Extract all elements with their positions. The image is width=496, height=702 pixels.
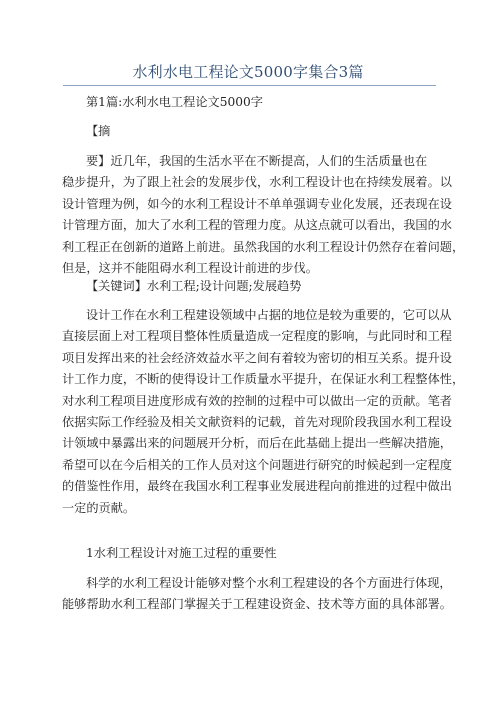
chapter-heading-block xyxy=(62,92,442,113)
abstract-line: 但是，这并不能阻碍水利工程设计前进的步伐。 xyxy=(62,260,318,275)
section-heading-block xyxy=(62,543,442,564)
body-line: 的借鉴性作用，最终在我国水利工程事业发展进程向前推进的过程中做出 xyxy=(62,479,452,494)
document-title: 水利水电工程论文5000字集合3篇 xyxy=(132,63,364,81)
body-line: 依据实际工作经验及相关文献资料的记载，首先对现阶段我国水利工程设 xyxy=(62,414,452,429)
chapter-heading: 第1篇:水利水电工程论文5000字 xyxy=(86,95,263,109)
abstract-line: 计管理方面，加大了水利工程的管理力度。从这点就可以看出，我国的水 xyxy=(62,218,452,233)
abstract-paragraph xyxy=(62,151,465,279)
body-line: 计工作力度，不断的使得设计工作质量水平提升，在保证水利工程整体性， xyxy=(62,372,465,387)
section-paragraph xyxy=(62,573,452,616)
body-line: 设计工作在水利工程建设领域中占据的地位是较为重要的，它可以从 xyxy=(86,308,452,322)
body-line: 一定的贡献。 xyxy=(62,500,136,515)
keywords-line: 【关键词】水利工程;设计问题;发展趋势 xyxy=(86,279,302,293)
abstract-line: 要】近几年，我国的生活水平在不断提高，人们的生活质量也在 xyxy=(86,154,428,168)
abstract-line: 稳步提升，为了跟上社会的发展步伐，水利工程设计也在持续发展着。以 xyxy=(62,175,452,190)
abstract-bracket-block xyxy=(62,121,442,142)
body-line: 计领域中暴露出来的问题展开分析，而后在此基础上提出一些解决措施， xyxy=(62,436,452,451)
body-paragraph xyxy=(62,305,465,519)
abstract-line: 利工程正在创新的道路上前进。虽然我国的水利工程设计仍然存在着问题， xyxy=(62,239,465,254)
title-divider xyxy=(63,85,436,86)
abstract-line: 设计管理为例，如今的水利工程设计不单单强调专业化发展，还表现在设 xyxy=(62,196,452,211)
section-line: 科学的水利工程设计能够对整个水利工程建设的各个方面进行体现， xyxy=(86,576,452,590)
body-line: 希望可以在今后相关的工作人员对这个问题进行研究的时候起到一定程度 xyxy=(62,457,452,472)
body-line: 直接层面上对工程项目整体性质量造成一定程度的影响，与此同时和工程 xyxy=(62,329,452,344)
abstract-bracket: 【摘 xyxy=(86,124,111,138)
section-heading: 1水利工程设计对施工过程的重要性 xyxy=(86,546,277,560)
section-line: 能够帮助水利工程部门掌握关于工程建设资金、技术等方面的具体部署。 xyxy=(62,597,452,612)
body-line: 项目发挥出来的社会经济效益水平之间有着较为密切的相互关系。提升设 xyxy=(62,350,452,365)
body-line: 对水利工程项目进度形成有效的控制的过程中可以做出一定的贡献。笔者 xyxy=(62,393,452,408)
keywords-block xyxy=(62,276,442,297)
